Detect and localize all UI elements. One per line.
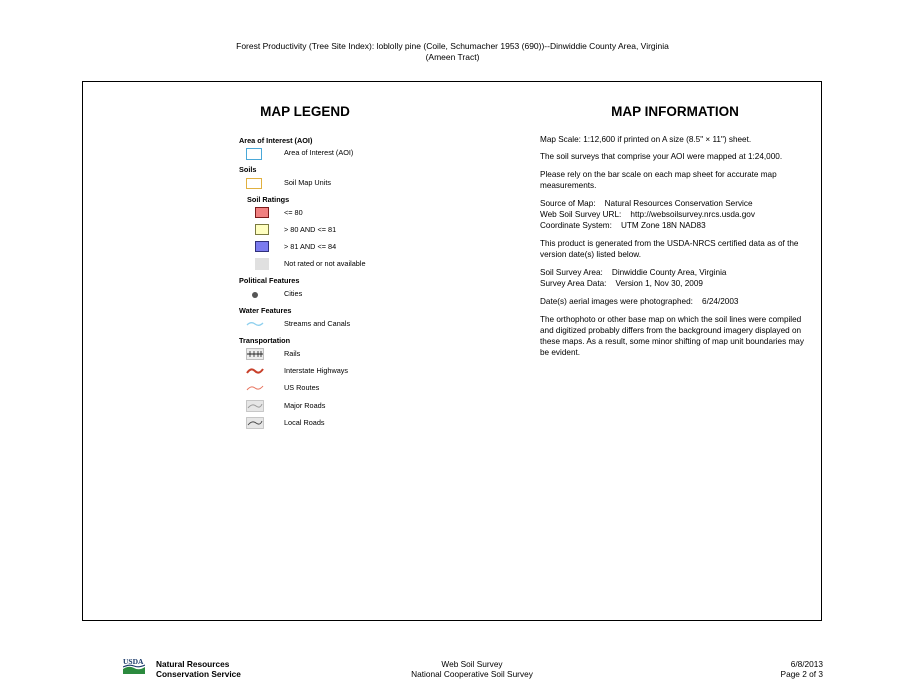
page-header: [0, 41, 905, 63]
rating-label-1: <= 80: [284, 208, 303, 217]
info-source: Source of Map: Natural Resources Conservation Service: [540, 199, 753, 208]
us-routes-label: US Routes: [284, 383, 320, 392]
transport-heading: Transportation: [239, 336, 291, 345]
rating-swatch-2: [255, 224, 269, 235]
rails-label: Rails: [284, 349, 301, 358]
aoi-heading: Area of Interest (AOI): [239, 136, 313, 145]
cities-label: Cities: [284, 289, 303, 298]
water-heading: Water Features: [239, 306, 292, 315]
local-roads-label: Local Roads: [284, 418, 325, 427]
legend-title: MAP LEGEND: [260, 104, 350, 119]
city-dot-icon: [252, 292, 258, 298]
footer-national-survey: National Cooperative Soil Survey: [411, 669, 533, 679]
us-routes-icon: [246, 383, 264, 393]
rating-label-3: > 81 AND <= 84: [284, 242, 337, 251]
info-survey-area: Soil Survey Area: Dinwiddie County Area, Virginia: [540, 268, 727, 277]
rating-swatch-1: [255, 207, 269, 218]
info-aerial: Date(s) aerial images were photographed: 6/24/2003: [540, 297, 739, 306]
info-title: MAP INFORMATION: [611, 104, 739, 119]
rating-swatch-4: [255, 258, 269, 270]
rating-label-2: > 80 AND <= 81: [284, 225, 337, 234]
rails-icon: [246, 348, 264, 360]
header-title: Forest Productivity (Tree Site Index): loblolly pine (Coile, Schumacher 1953 (690))--Dinwiddie County Area, Virginia: [236, 41, 669, 51]
info-scale: Map Scale: 1:12,600 if printed on A size (8.5" × 11") sheet.: [540, 135, 752, 144]
header-subtitle: (Ameen Tract): [425, 52, 480, 62]
political-heading: Political Features: [239, 276, 300, 285]
usda-logo-text: USDA: [123, 657, 144, 666]
agency-line-1: Natural Resources: [156, 659, 230, 669]
footer-web-soil-survey: Web Soil Survey: [441, 659, 503, 669]
footer-date: 6/8/2013: [790, 659, 823, 669]
interstate-icon: [246, 366, 264, 376]
interstate-label: Interstate Highways: [284, 366, 349, 375]
aoi-label: Area of Interest (AOI): [284, 148, 354, 157]
legend-info-frame: [82, 81, 822, 621]
streams-label: Streams and Canals: [284, 319, 351, 328]
info-bar-scale: Please rely on the bar scale on each map sheet for accurate map measurements.: [540, 170, 777, 190]
major-roads-label: Major Roads: [284, 401, 326, 410]
agency-name: [156, 659, 241, 679]
soils-heading: Soils: [239, 165, 257, 174]
usda-logo-icon: [123, 657, 145, 675]
footer-right: [781, 659, 823, 679]
info-survey-data: Survey Area Data: Version 1, Nov 30, 2009: [540, 279, 703, 288]
rating-swatch-3: [255, 241, 269, 252]
info-orthophoto: The orthophoto or other base map on which the soil lines were compiled and digitized probably differs from the background imagery displayed on these maps. As a result, some minor shifting of map unit boundaries may be evident.: [540, 315, 804, 357]
info-product: This product is generated from the USDA-NRCS certified data as of the version date(s) listed below.: [540, 239, 799, 259]
info-coord: Coordinate System: UTM Zone 18N NAD83: [540, 221, 706, 230]
footer-center: [352, 659, 592, 679]
rating-label-4: Not rated or not available: [284, 259, 366, 268]
aoi-swatch: [246, 148, 262, 160]
local-roads-icon: [246, 417, 264, 429]
info-mapped-at: The soil surveys that comprise your AOI were mapped at 1:24,000.: [540, 152, 783, 161]
agency-line-2: Conservation Service: [156, 669, 241, 679]
stream-line-icon: [246, 320, 264, 328]
soil-units-swatch: [246, 178, 262, 189]
footer-page-number: Page 2 of 3: [780, 669, 823, 679]
major-roads-icon: [246, 400, 264, 412]
info-url: Web Soil Survey URL: http://websoilsurvey.nrcs.usda.gov: [540, 210, 755, 219]
soil-ratings-heading: Soil Ratings: [247, 195, 290, 204]
soil-units-label: Soil Map Units: [284, 178, 332, 187]
